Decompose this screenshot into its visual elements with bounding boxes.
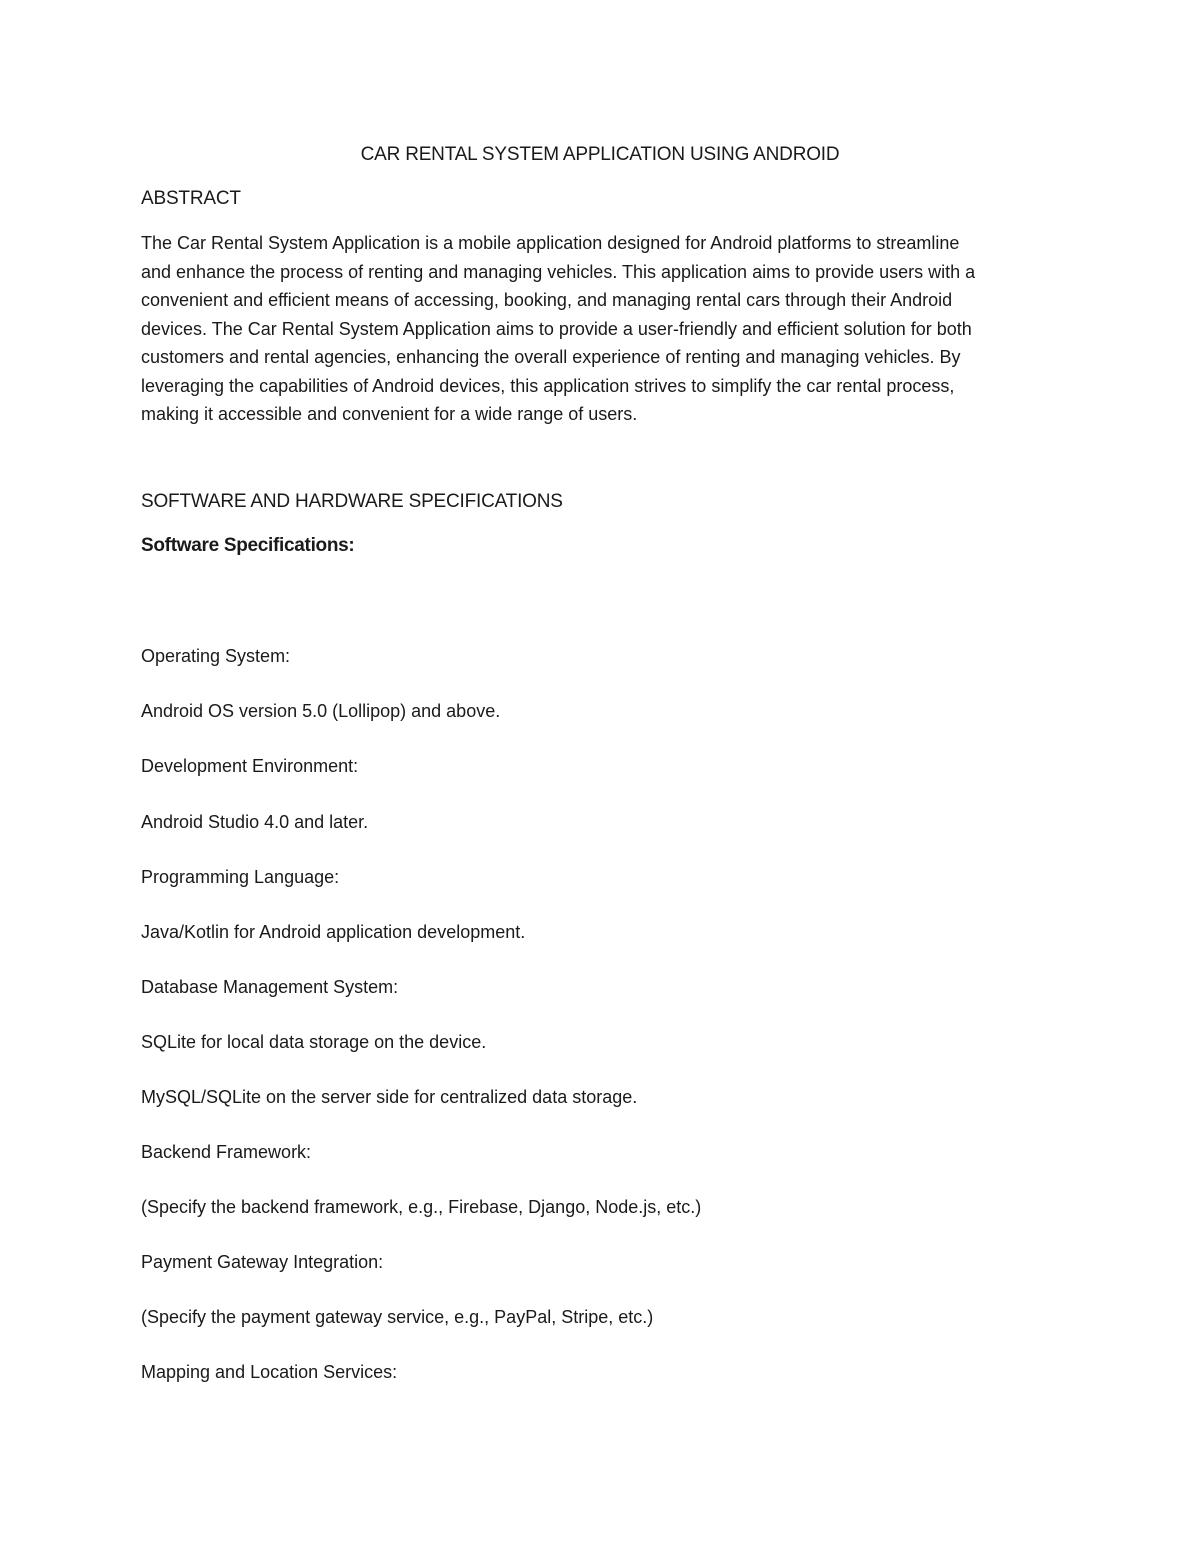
spec-label-database: Database Management System:	[141, 977, 399, 997]
abstract-heading: ABSTRACT	[141, 188, 241, 209]
spec-value-database-local: SQLite for local data storage on the device.	[141, 1032, 487, 1052]
spec-value-programming-language: Java/Kotlin for Android application development.	[141, 922, 526, 942]
spec-value-database-server: MySQL/SQLite on the server side for centralized data storage.	[141, 1087, 638, 1107]
spec-value-backend-framework: (Specify the backend framework, e.g., Firebase, Django, Node.js, etc.)	[141, 1197, 702, 1217]
abstract-line: customers and rental agencies, enhancing the overall experience of renting and managing vehicles. By	[141, 347, 961, 367]
specifications-heading: SOFTWARE AND HARDWARE SPECIFICATIONS	[141, 491, 563, 512]
spec-label-mapping-location: Mapping and Location Services:	[141, 1362, 398, 1382]
spec-label-backend-framework: Backend Framework:	[141, 1142, 312, 1162]
spec-value-payment-gateway: (Specify the payment gateway service, e.g., PayPal, Stripe, etc.)	[141, 1307, 654, 1327]
spec-label-operating-system: Operating System:	[141, 646, 291, 666]
spec-label-development-environment: Development Environment:	[141, 756, 359, 776]
abstract-line: devices. The Car Rental System Application aims to provide a user-friendly and efficient solution for both	[141, 318, 972, 339]
spec-label-programming-language: Programming Language:	[141, 867, 340, 887]
spec-value-operating-system: Android OS version 5.0 (Lollipop) and above.	[141, 701, 501, 721]
abstract-line: convenient and efficient means of accessing, booking, and managing rental cars through their Android	[141, 290, 953, 310]
abstract-line: making it accessible and convenient for a wide range of users.	[141, 404, 638, 424]
abstract-paragraph	[141, 229, 1071, 429]
abstract-line: and enhance the process of renting and managing vehicles. This application aims to provide users with a	[141, 261, 976, 282]
software-specifications-subheading: Software Specifications:	[141, 535, 355, 556]
spec-value-development-environment: Android Studio 4.0 and later.	[141, 812, 369, 832]
abstract-line: The Car Rental System Application is a mobile application designed for Android platforms to streamline	[141, 233, 960, 253]
document-title: CAR RENTAL SYSTEM APPLICATION USING ANDROID	[360, 144, 840, 165]
abstract-line: leveraging the capabilities of Android devices, this application strives to simplify the car rental process,	[141, 375, 955, 396]
spec-label-payment-gateway: Payment Gateway Integration:	[141, 1252, 384, 1272]
